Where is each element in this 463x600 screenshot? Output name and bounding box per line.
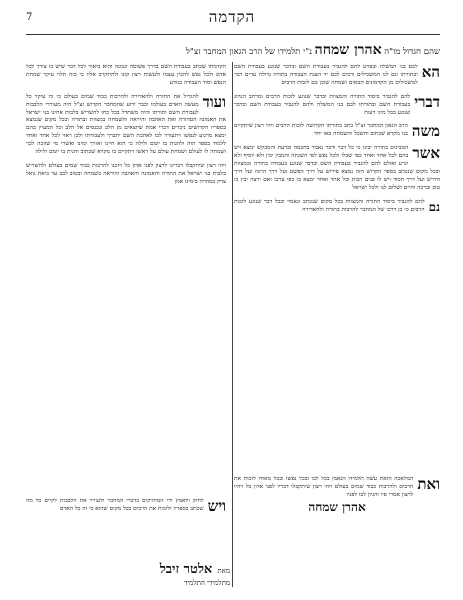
lead-word: ויש	[207, 498, 226, 515]
attribution-suffix: נ"י תלמידו של הרב הגאון המחבר זצ"ל	[185, 47, 312, 56]
page-number: 7	[26, 12, 33, 23]
lead-word: אשר	[412, 144, 440, 163]
paragraph-text: לכם בני המשלה ובפרט להם להגביר בעבודת השם ובדבר שנוגע בעבודת השם ובתורתו וגם לנו המשכילים ורבים לכם יד הצגת העבודה בתורה גדולה עדים דבר למשכילים מן הקדמונים הבאים ושמחה שוכן בם לזכות הרבים	[234, 64, 418, 86]
lead-word: ועוד	[202, 92, 226, 111]
attribution-name: אהרן שמחה	[314, 42, 382, 56]
final-paragraph	[234, 476, 440, 584]
paragraph-text: להם להגביר ביסוד התורה והמצוות בכל מקום שנכתב ונאמר ובכל דבר שנוגע לזכות הרבים כי כן דרכו של המחבר להרבות בתורה ולהאדירה	[234, 198, 425, 213]
paragraph-text: להגדיל את התורה ולהאדירה ולהרבות כבוד שמים בעולם כי זה עיקר כל מעשה האדם בעולמו וכבר ידוע שהמחבר הקדוש זצ"ל היה מעוררי הלבבות לעבודת השם ותורתו והיה משתדל בכל כחו להשריש בלבות אחינו בני ישראל את האמונה הטהורה ואת האהבה והיראה והשמחה במצוות ובתורה ובכל מקום שנמצא בספריו הקדושים ניכרים דברי אמת שיוצאים מן הלב ונכנסים אל הלב וכל המעיין בהם ימצא מרגוע לנפשו ויתעורר לבו לאהבת השם יתברך ולעבודתו ולכן ראוי לכל אחד ואחד ללמוד בספר הזה ולהגות בו יומם ולילה כי הוא חיינו ואורך ימינו ואשרי מי שזוכה לכך ושמחה לו לעולם ושמחת עולם על ראשו ויתקיים בו מקרא שכתוב והגית בו יומם ולילה	[26, 93, 226, 156]
closing-paragraph	[26, 498, 226, 558]
page-title: הקדמה	[208, 8, 256, 26]
paragraph-text: המבינים בתורה יבינו כי כל דבר ודבר נאמר בחכמה ובדעת והמבקש ימצא ויש בהם לכל אחד ואחד כפי שכלו ולכל נפש לפי השגתה והמבין יבין ולא יוסיף ולא יגרע ואולם להם להגביר בעבודת השם ובדבר שנוגע בעבודה בתורה ובמצוות ובכל מקום שנכתב בספר הקדוש הזה נמצא פירוש על דרך הפשט ועל דרך הרמז ועל דרך הדרש ועל דרך הסוד ויש לו פנים רבות וכל אחד ואחד ימצא בו כפי ערכו ואם ירצה יבין בו טוב וברכה וחיים ושלום לנו ולכל ישראל	[234, 145, 440, 191]
lead-word: דברי	[414, 92, 440, 111]
paragraph	[234, 64, 440, 88]
closing-text: לחזק ולאמץ ידי המחזיקים בדברי המחבר ולעורר את הלבבות לקיים כל מה שכתב בספריו ולזכות את הרבים בכל מקום שהוא כי זה כל האדם	[26, 498, 204, 512]
column-divider	[232, 62, 233, 587]
paragraph	[234, 145, 440, 192]
paragraph	[26, 64, 226, 88]
paragraph-text: הרב הגאון המחבר זצ"ל כתב בתורתו הקדושה לזכות הרבים ויהי רצון שיתקיים בנו מקרא שכתוב והשכל והשמחה באו יחד	[234, 123, 408, 138]
paragraph	[234, 123, 440, 139]
final-text: המלאכה הזאת עשה תלמידו הנאמן בכל לבו ובכל נפשו ובכל מאודו לזכות את הרבים ולהרבות כבוד שמים בעולם ויהי רצון שיתקבלו דבריו לפני אדון כל ויהיו לרצון אמרי פיו והגיון לבו לפניו	[234, 476, 414, 498]
publisher-name: אהרן שמחה	[308, 499, 366, 514]
signature-subtitle: מתלמידי התלמיד	[183, 579, 230, 587]
attribution-line	[30, 42, 440, 56]
document-page	[22, 8, 442, 588]
paragraph-text: ויהי רצון שיתקבלו דברינו לרצון לפני אדון כל ויזכנו להרבות כבוד שמים בעולם ולהשריש בלבות בני ישראל את התורה והאמונה והאהבה והיראה בשמחה ובטוב לבב עד ביאת גואל צדק במהרה בימינו אמן	[26, 162, 226, 185]
signature-block	[26, 558, 230, 587]
lead-word: הא	[421, 64, 440, 81]
attribution-prefix: שהם חגדול מו"ה	[384, 47, 440, 56]
paragraph	[26, 163, 226, 187]
lead-word: ואת	[417, 476, 440, 493]
header-divider	[26, 34, 440, 35]
signature-name: אלטר זיבל	[159, 562, 213, 577]
lead-word: משה	[411, 122, 440, 141]
lead-word: נם	[428, 199, 440, 214]
paragraph-text: הקדמתו שכתב בעבודת השם בדרך פשוטה ונבונה והוא ביאור לכל דבר שיש בו צורך לכל אדם ולכל נפש להכין עצמו ולעשות רצון קונו ולהתקרב אליו כי בזה תלוי עיקר שמחת הנפש וסוד העבודה כנודע	[26, 64, 226, 86]
paragraph-text: להם להגביר ביסוד התורה והמצוות ובדבר שנוגע לזכות הרבים ומרחב הנהוג בעבודת השם ובתורתו לכם בני המשלה ולהם להגביר בעבודת השם ובדבר שנוגע בכל מיני דעות	[234, 93, 411, 116]
paragraph	[26, 94, 226, 157]
left-text-column	[26, 64, 226, 494]
paragraph	[234, 199, 440, 215]
signature-prefix: מאת	[217, 567, 230, 575]
paragraph	[234, 94, 440, 118]
right-text-column	[234, 64, 440, 469]
